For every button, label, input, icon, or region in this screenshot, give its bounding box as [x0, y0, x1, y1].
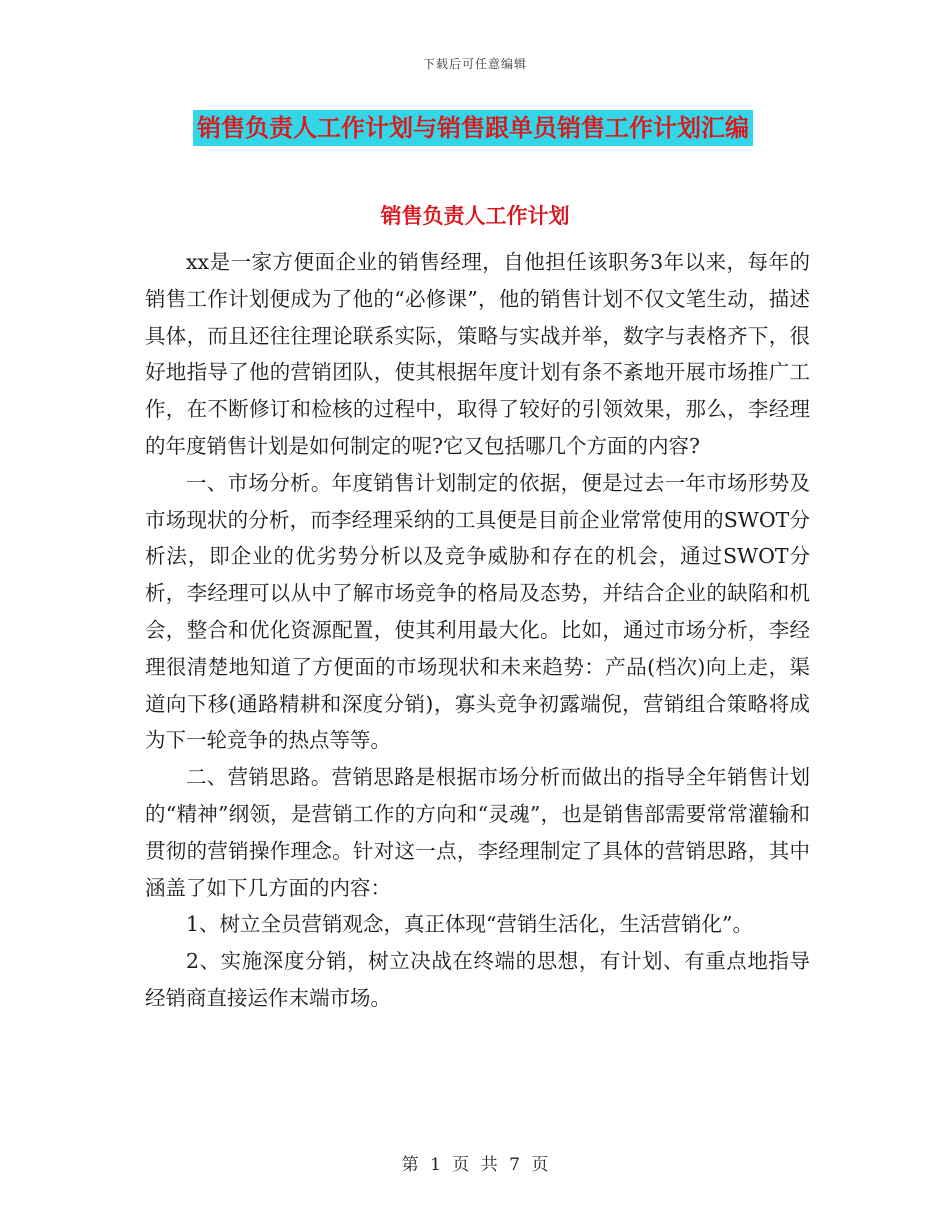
section-title: 销售负责人工作计划: [380, 204, 570, 228]
document-body: [145, 244, 810, 1017]
paragraph-market-analysis: 一、市场分析。年度销售计划制定的依据，便是过去一年市场形势及市场现状的分析，而李经理采纳的工具便是目前企业常常使用的SWOT分析法，即企业的优劣势分析以及竞争威胁和存在的机会，通过SWOT分析，李经理可以从中了解市场竞争的格局及态势，并结合企业的缺陷和机会，整合和优化资源配置，使其利用最大化。比如，通过市场分析，李经理很清楚地知道了方便面的市场现状和未来趋势：产品(档次)向上走，渠道向下移(通路精耕和深度分销)，寡头竞争初露端倪，营销组合策略将成为下一轮竞争的热点等等。: [145, 470, 810, 753]
paragraph-intro: xx是一家方便面企业的销售经理，自他担任该职务3年以来，每年的销售工作计划便成为了他的“必修课”，他的销售计划不仅文笔生动，描述具体，而且还往往理论联系实际，策略与实战并举，数字与表格齐下，很好地指导了他的营销团队，使其根据年度计划有条不紊地开展市场推广工作，在不断修订和检核的过程中，取得了较好的引领效果，那么，李经理的年度销售计划是如何制定的呢?它又包括哪几个方面的内容?: [145, 250, 810, 458]
list-item-1: 1、树立全员营销观念，真正体现“营销生活化，生活营销化”。: [186, 912, 754, 937]
page-number: 第 1 页 共 7 页: [401, 1155, 549, 1175]
header-note: 下载后可任意编辑: [422, 57, 527, 71]
document-main-title: 销售负责人工作计划与销售跟单员销售工作计划汇编: [193, 110, 753, 146]
list-item-2: 2、实施深度分销，树立决战在终端的思想，有计划、有重点地指导经销商直接运作末端市场。: [145, 949, 810, 1010]
paragraph-marketing-approach: 二、营销思路。营销思路是根据市场分析而做出的指导全年销售计划的“精神”纲领，是营销工作的方向和“灵魂”，也是销售部需要常常灌输和贯彻的营销操作理念。针对这一点，李经理制定了具体的营销思路，其中涵盖了如下几方面的内容：: [145, 765, 810, 900]
